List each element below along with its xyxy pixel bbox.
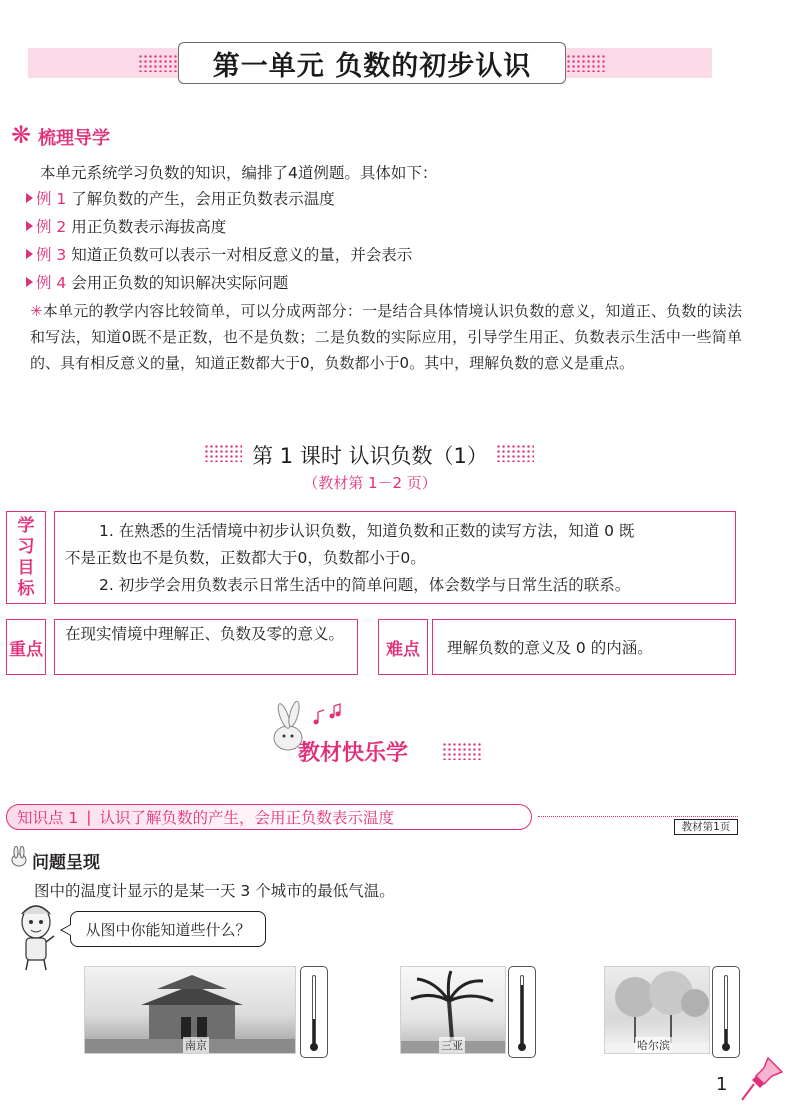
decorative-dots [496,444,534,462]
difficulty-text: 理解负数的意义及 0 的内涵。 [432,619,736,675]
dotted-line [538,816,738,817]
example-item [26,214,226,240]
objectives-label-char: 目 [17,558,35,578]
guide-intro: 本单元系统学习负数的知识，编排了4道例题。具体如下： [40,164,438,182]
example-tag: 例 1 [36,190,67,208]
example-item [26,186,335,212]
child-character-icon [12,900,60,972]
unit-title: 第一单元 负数的初步认识 [178,42,566,84]
city-photo-harbin [604,966,710,1054]
speech-bubble: 从图中你能知道些什么？ [70,911,266,947]
flower-icon: ❋ [10,121,32,149]
objectives-label-char: 标 [17,579,35,599]
city-label: 南京 [185,1039,207,1052]
decorative-dots [204,444,242,462]
decorative-dots [566,54,606,72]
arrow-icon [26,277,33,287]
thermometer-icon [508,966,536,1058]
example-tag: 例 2 [36,218,67,236]
difficulty-label: 难点 [378,619,428,675]
objectives-label-char: 学 [17,516,35,536]
knowledge-point-bar [6,804,532,830]
section-title-guide: 梳理导学 [38,128,110,149]
example-text: 用正负数表示海拔高度 [71,218,227,236]
textbook-ref: 教材第1页 [674,819,738,835]
thermometer-icon [300,966,328,1058]
example-item [26,270,288,296]
pushpin-icon [738,1054,786,1104]
example-text: 知道正负数可以表示一对相反意义的量，并会表示 [71,246,413,264]
star-icon: ✳ [30,302,43,320]
arrow-icon [26,221,33,231]
city-label: 三亚 [441,1039,463,1052]
lesson-title: 第 1 课时 认识负数（1） [252,444,488,468]
example-text: 了解负数的产生，会用正负数表示温度 [71,190,335,208]
mascot-small-icon [8,846,30,868]
speech-bubble-tail-inner [62,925,71,935]
problem-text: 图中的温度计显示的是某一天 3 个城市的最低气温。 [34,882,395,900]
guide-paragraph-text: 本单元的教学内容比较简单，可以分成两部分：一是结合具体情境认识负数的意义，知道正、负数的读法和写法，知道0既不是正数，也不是负数；二是负数的实际应用，引导学生用正、负数表示生活中一些简单的、具有相反意义的量，知道正数都大于0，负数都小于0。其中，理解负数的意义是重点。 [30,302,742,372]
arrow-icon [26,249,33,259]
thermometer-icon [712,966,740,1058]
decorative-dots [138,54,178,72]
knowledge-point-label: 知识点 1 [17,809,79,827]
example-text: 会用正负数的知识解决实际问题 [71,274,289,292]
divider: | [86,808,92,826]
example-tag: 例 4 [36,274,67,292]
objective-line: 1. 在熟悉的生活情境中初步认识负数，知道负数和正数的读写方法，知道 0 既 [99,522,635,540]
problem-title: 问题呈现 [32,853,100,873]
guide-paragraph [30,298,742,376]
objectives-label [6,511,46,604]
objective-line: 不是正数也不是负数，正数都大于0，负数都小于0。 [65,549,426,567]
city-photo-nanjing [84,966,296,1054]
objective-line: 2. 初步学会用负数表示日常生活中的简单问题，体会数学与日常生活的联系。 [99,576,631,594]
example-item [26,242,412,268]
key-point-label: 重点 [6,619,46,675]
city-photo-sanya [400,966,506,1054]
key-point-text: 在现实情境中理解正、负数及零的意义。 [54,619,358,675]
happy-learning-title: 教材快乐学 [298,741,409,766]
objectives-label-char: 习 [17,537,35,557]
arrow-icon [26,193,33,203]
city-label: 哈尔滨 [637,1039,670,1052]
lesson-subtitle: （教材第 1－2 页） [303,474,437,492]
example-tag: 例 3 [36,246,67,264]
objectives-box [54,511,736,604]
page-number: 1 [716,1074,728,1095]
decorative-dots [442,742,482,760]
knowledge-point-text: 认识了解负数的产生，会用正负数表示温度 [99,809,395,827]
